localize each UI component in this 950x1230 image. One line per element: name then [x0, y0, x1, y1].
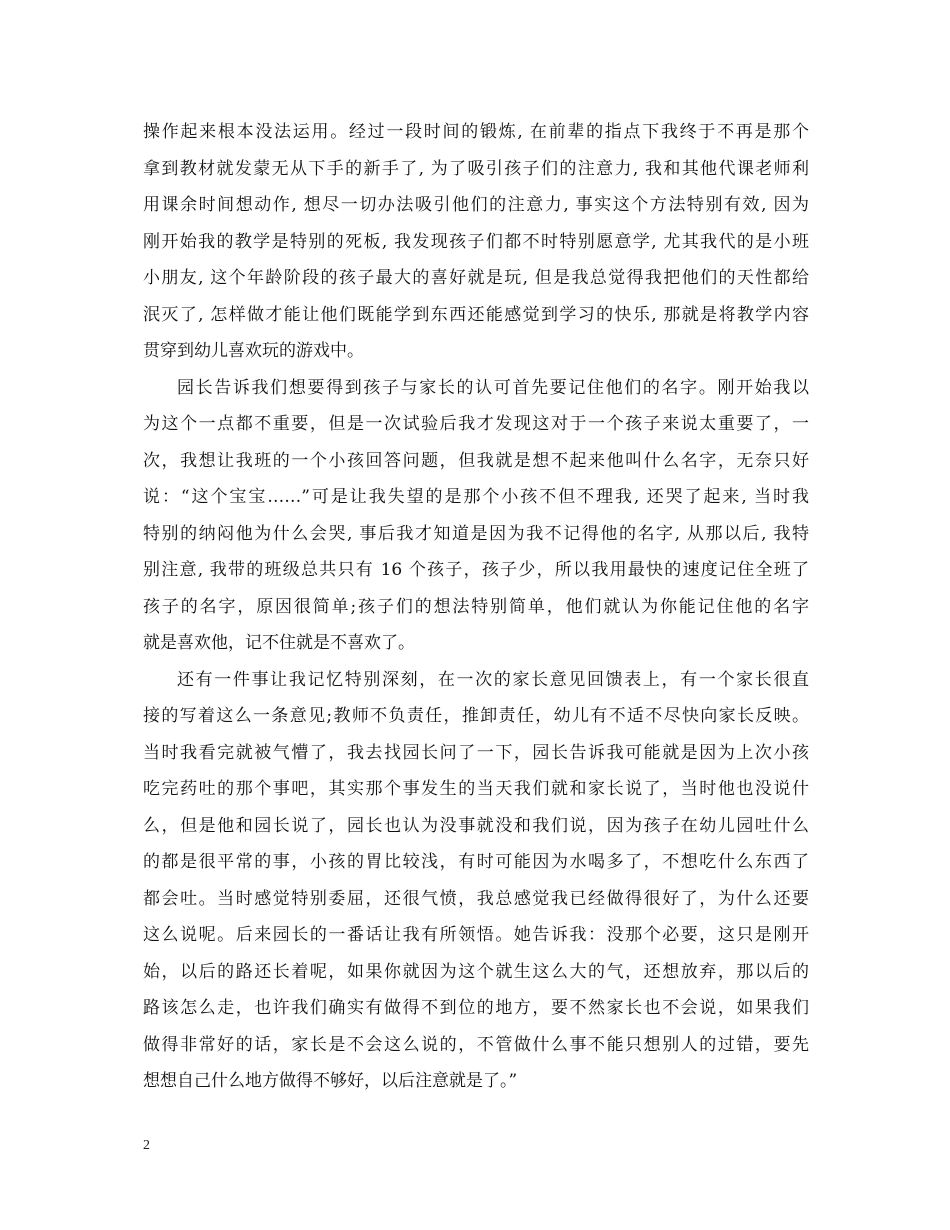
paragraph [143, 114, 809, 370]
text-line: 园长告诉我们想要得到孩子与家长的认可首先要记住他们的名字。刚开始我以 [177, 377, 809, 398]
text-line: 这么说呢。后来园长的一番话让我有所领悟。她告诉我：没那个必要，这只是刚开 [143, 925, 809, 945]
text-line: 想想自己什么地方做得不够好，以后注意就是了。” [143, 1071, 518, 1091]
paragraph [143, 370, 809, 662]
paragraph [143, 662, 809, 1100]
text-line: 的都是很平常的事，小孩的胃比较浅，有时可能因为水喝多了，不想吃什么东西了 [143, 852, 809, 872]
text-line: 用课余时间想动作, 想尽一切办法吸引他们的注意力, 事实这个方法特别有效, 因为 [143, 195, 809, 215]
text-line: 说：“这个宝宝……”可是让我失望的是那个小孩不但不理我, 还哭了起来, 当时我 [143, 487, 809, 507]
text-line: 吃完药吐的那个事吧，其实那个事发生的当天我们就和家长说了，当时他也没说什 [143, 779, 809, 799]
text-line: 路该怎么走，也许我们确实有做得不到位的地方，要不然家长也不会说，如果我们 [143, 998, 809, 1018]
text-line: 接的写着这么一条意见;教师不负责任，推卸责任，幼儿有不适不尽快向家长反映。 [143, 706, 809, 726]
page-number: 2 [143, 1138, 150, 1153]
text-line: 次，我想让我班的一个小孩回答问题，但我就是想不起来他叫什么名字，无奈只好 [143, 450, 809, 471]
text-line: 始，以后的路还长着呢，如果你就因为这个就生这么大的气，还想放弃，那以后的 [143, 961, 809, 982]
text-line: 当时我看完就被气懵了，我去找园长问了一下，园长告诉我可能就是因为上次小孩 [143, 742, 809, 763]
text-line: 为这个一点都不重要，但是一次试验后我才发现这对于一个孩子来说太重要了，一 [143, 414, 809, 434]
text-line: 还有一件事让我记忆特别深刻，在一次的家长意见回馈表上，有一个家长很直 [177, 669, 809, 690]
text-line: 孩子的名字，原因很简单;孩子们的想法特别简单，他们就认为你能记住他的名字 [143, 596, 809, 617]
text-line: 操作起来根本没法运用。经过一段时间的锻炼, 在前辈的指点下我终于不再是那个 [143, 122, 809, 142]
text-line: 贯穿到幼儿喜欢玩的游戏中。 [143, 341, 364, 361]
text-line: 都会吐。当时感觉特别委屈，还很气愤，我总感觉我已经做得很好了，为什么还要 [143, 888, 809, 909]
text-line: 泯灭了, 怎样做才能让他们既能学到东西还能感觉到学习的快乐, 那就是将教学内容 [143, 304, 809, 325]
text-line: 小朋友, 这个年龄阶段的孩子最大的喜好就是玩, 但是我总觉得我把他们的天性都给 [143, 268, 809, 288]
text-line: 刚开始我的教学是特别的死板, 我发现孩子们都不时特别愿意学, 尤其我代的是小班 [143, 231, 809, 252]
text-line: 么，但是他和园长说了，园长也认为没事就没和我们说，因为孩子在幼儿园吐什么 [143, 815, 809, 836]
text-line: 做得非常好的话，家长是不会这么说的，不管做什么事不能只想别人的过错，要先 [143, 1034, 809, 1055]
text-line: 特别的纳闷他为什么会哭, 事后我才知道是因为我不记得他的名字, 从那以后, 我特 [143, 523, 809, 544]
text-line: 别注意, 我带的班级总共只有 16 个孩子，孩子少，所以我用最快的速度记住全班了 [143, 560, 809, 580]
text-line: 拿到教材就发蒙无从下手的新手了, 为了吸引孩子们的注意力, 我和其他代课老师利 [143, 158, 809, 179]
text-line: 就是喜欢他，记不住就是不喜欢了。 [143, 633, 415, 653]
body-text [143, 114, 809, 1100]
